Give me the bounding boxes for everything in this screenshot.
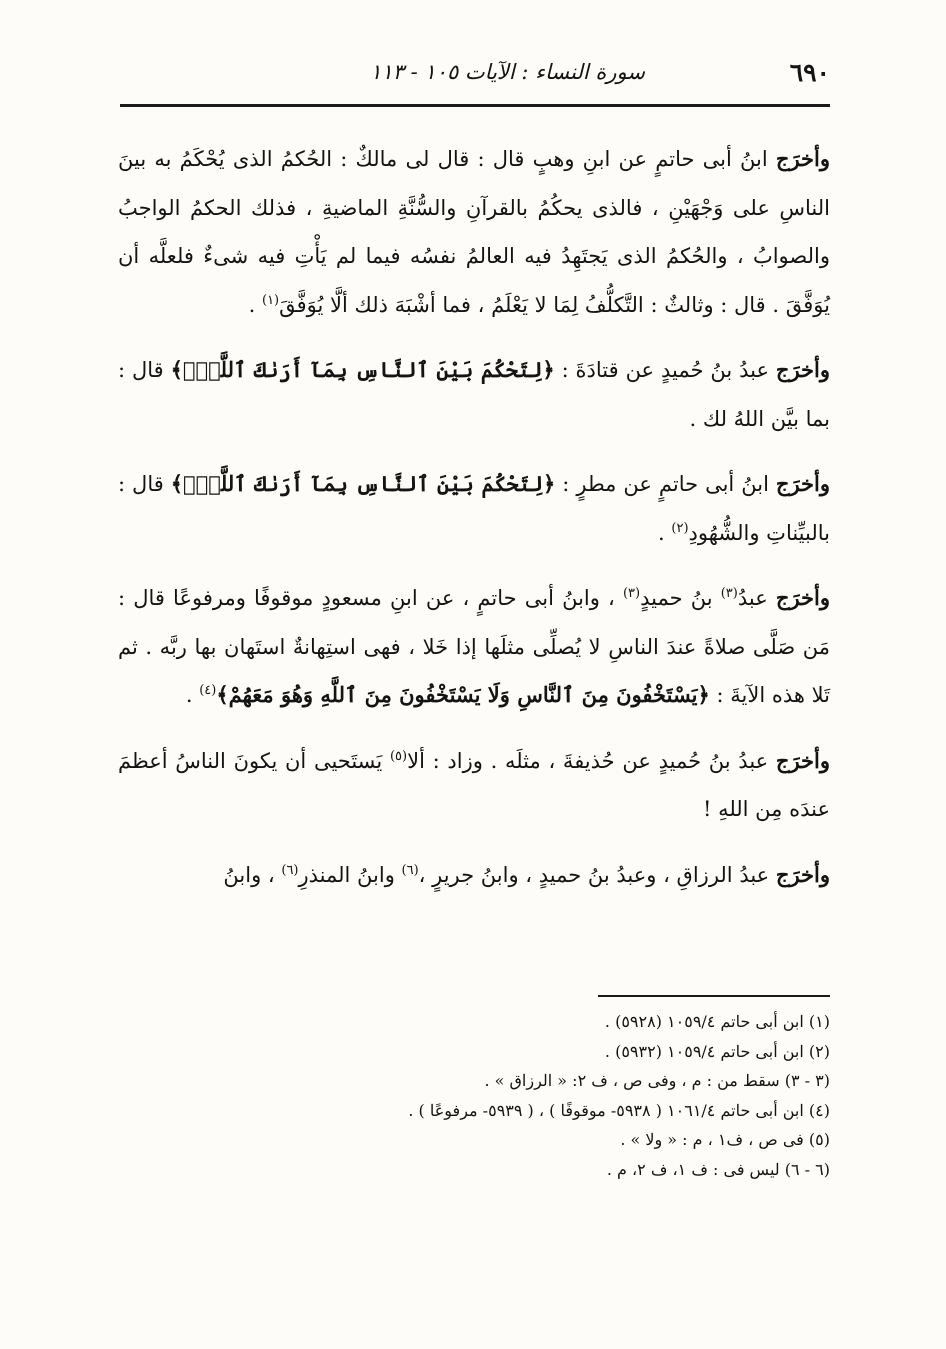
paragraph-text: ابنُ أبى حاتمٍ عن ابنِ وهبٍ قال : قال لى مالكٌ : الحُكمُ الذى يُحْكَمُ به بينَ الناسِ على وَجْهَيْنِ ، فالذى يحكُمُ بالقرآنِ والسُّنَّةِ الماضيةِ ، فذلك الحكمُ الواجبُ والصوابُ ، والحُكمُ الذى يَجتَهِدُ فيه العالمُ نفسُه فيما لم يَأْتِ فيه شىءٌ فلعلَّه أن يُوَفَّقَ . قال : وثالثٌ : التَّكلُّفُ لِمَا لا يَعْلَمُ ، فما أشْبَهَ ذلك ألَّا يُوَفَّقَ (118, 147, 830, 317)
footnote-marker: (٣) (720, 586, 738, 601)
paragraph-text-end: قال : بما بيَّن اللهُ لك . (118, 358, 830, 431)
footnote-marker: (٦) (401, 862, 419, 878)
footnote-marker: (٢) (671, 520, 689, 536)
paragraph-text: ، وابنُ أبى حاتمٍ ، عن ابنِ مسعودٍ موقوفًا ومرفوعًا قال : مَن صَلَّى صلاةً عندَ الناسِ لا يُصلِّى مثلَها إذا خَلا ، فهى استِهانةٌ استَهان بها ربَّه . ثم تَلا هذه الآيةَ : (118, 586, 830, 707)
header-rule (120, 104, 830, 107)
running-title: سورة النساء : الآيات ١٠٥ - ١١٣ (370, 60, 645, 84)
quran-verse: ﴿لِتَحْكُمَ بَيْنَ ٱلنَّاسِ بِمَآ أَرَىٰكَ ٱللَّهُۚ﴾ (170, 357, 555, 382)
footnote: (٢) ابن أبى حاتم ١٠٥٩/٤ (٥٩٣٢) . (604, 1041, 830, 1061)
paragraph-6 (118, 851, 830, 900)
footnote-marker: (٣) (622, 586, 641, 601)
paragraph-text-tail: . (658, 520, 672, 545)
paragraph-text-end: . (185, 683, 200, 707)
paragraph-text: يَستَحيى أن يكونَ الناسُ أعظمَ عندَه مِن اللهِ ! (118, 748, 830, 821)
footnote-marker: (١) (261, 292, 280, 308)
quran-verse: ﴿لِتَحْكُمَ بَيْنَ ٱلنَّاسِ بِمَآ أَرَىٰكَ ٱللَّهُۚ﴾ (170, 471, 556, 496)
paragraph-text: عبدُ الرزاقِ ، وعبدُ بنُ حميدٍ ، وابنُ جريرٍ ، (418, 862, 776, 887)
footnote-rule (598, 995, 830, 997)
paragraph-2 (118, 346, 830, 443)
footnote: (٥) فى ص ، ف١ ، م : « ولا » . (620, 1130, 830, 1150)
page-number: ٦٩٠ (789, 58, 830, 87)
paragraph-text-end: قال : بالبيِّناتِ والشُّهُودِ (118, 472, 830, 545)
paragraph-lead: وأخرَج (775, 585, 830, 610)
paragraph-lead: وأخرَج (775, 357, 830, 382)
page-header (120, 52, 830, 102)
quran-verse: ﴿يَسْتَخْفُونَ مِنَ ٱلنَّاسِ وَلَا يَسْتَخْفُونَ مِنَ ٱللَّهِ وَهُوَ مَعَهُمْ﴾ (216, 682, 710, 707)
paragraph-3 (118, 460, 830, 557)
paragraph-5 (118, 737, 830, 834)
paragraph-1 (118, 135, 830, 329)
paragraph-text: ابنُ أبى حاتمٍ عن مطرٍ : (555, 472, 776, 496)
paragraph-text: عبدُ بنُ حُميدٍ عن حُذيفةَ ، مثلَه . وزاد : ألا (407, 748, 776, 773)
paragraph-text-end: . (248, 292, 262, 317)
paragraph-text: عبدُ (737, 586, 776, 610)
footnote-marker: (٥) (389, 748, 408, 764)
paragraph-text: ، وابنُ (223, 862, 282, 887)
footnote: (١) ابن أبى حاتم ١٠٥٩/٤ (٥٩٢٨) . (604, 1012, 830, 1031)
paragraph-lead: وأخرَج (775, 747, 831, 773)
footnote: (٦ - ٦) ليس فى : ف ١، ف ٢، م . (606, 1159, 830, 1179)
main-text (118, 135, 830, 916)
paragraph-lead: وأخرَج (775, 861, 830, 887)
paragraph-lead: وأخرَج (775, 471, 830, 496)
paragraph-text: عبدُ بنُ حُميدٍ عن قتادَةَ : (554, 358, 776, 382)
footnotes (118, 1007, 830, 1185)
paragraph-text: وابنُ المنذرِ (298, 862, 402, 887)
paragraph-lead: وأخرَج (775, 146, 830, 171)
footnote-marker: (٦) (281, 862, 299, 878)
footnote: (٣ - ٣) سقط من : م ، وفى ص ، ف ٢: « الرزاق » . (484, 1071, 830, 1091)
paragraph-text: بنُ حميدٍ (640, 586, 721, 610)
paragraph-4 (118, 574, 830, 720)
footnote: (٤) ابن أبى حاتم ١٠٦١/٤ ( ٥٩٣٨- موقوفًا ) ، ( ٥٩٣٩- مرفوعًا ) . (408, 1100, 830, 1120)
footnote-marker: (٤) (199, 683, 217, 698)
